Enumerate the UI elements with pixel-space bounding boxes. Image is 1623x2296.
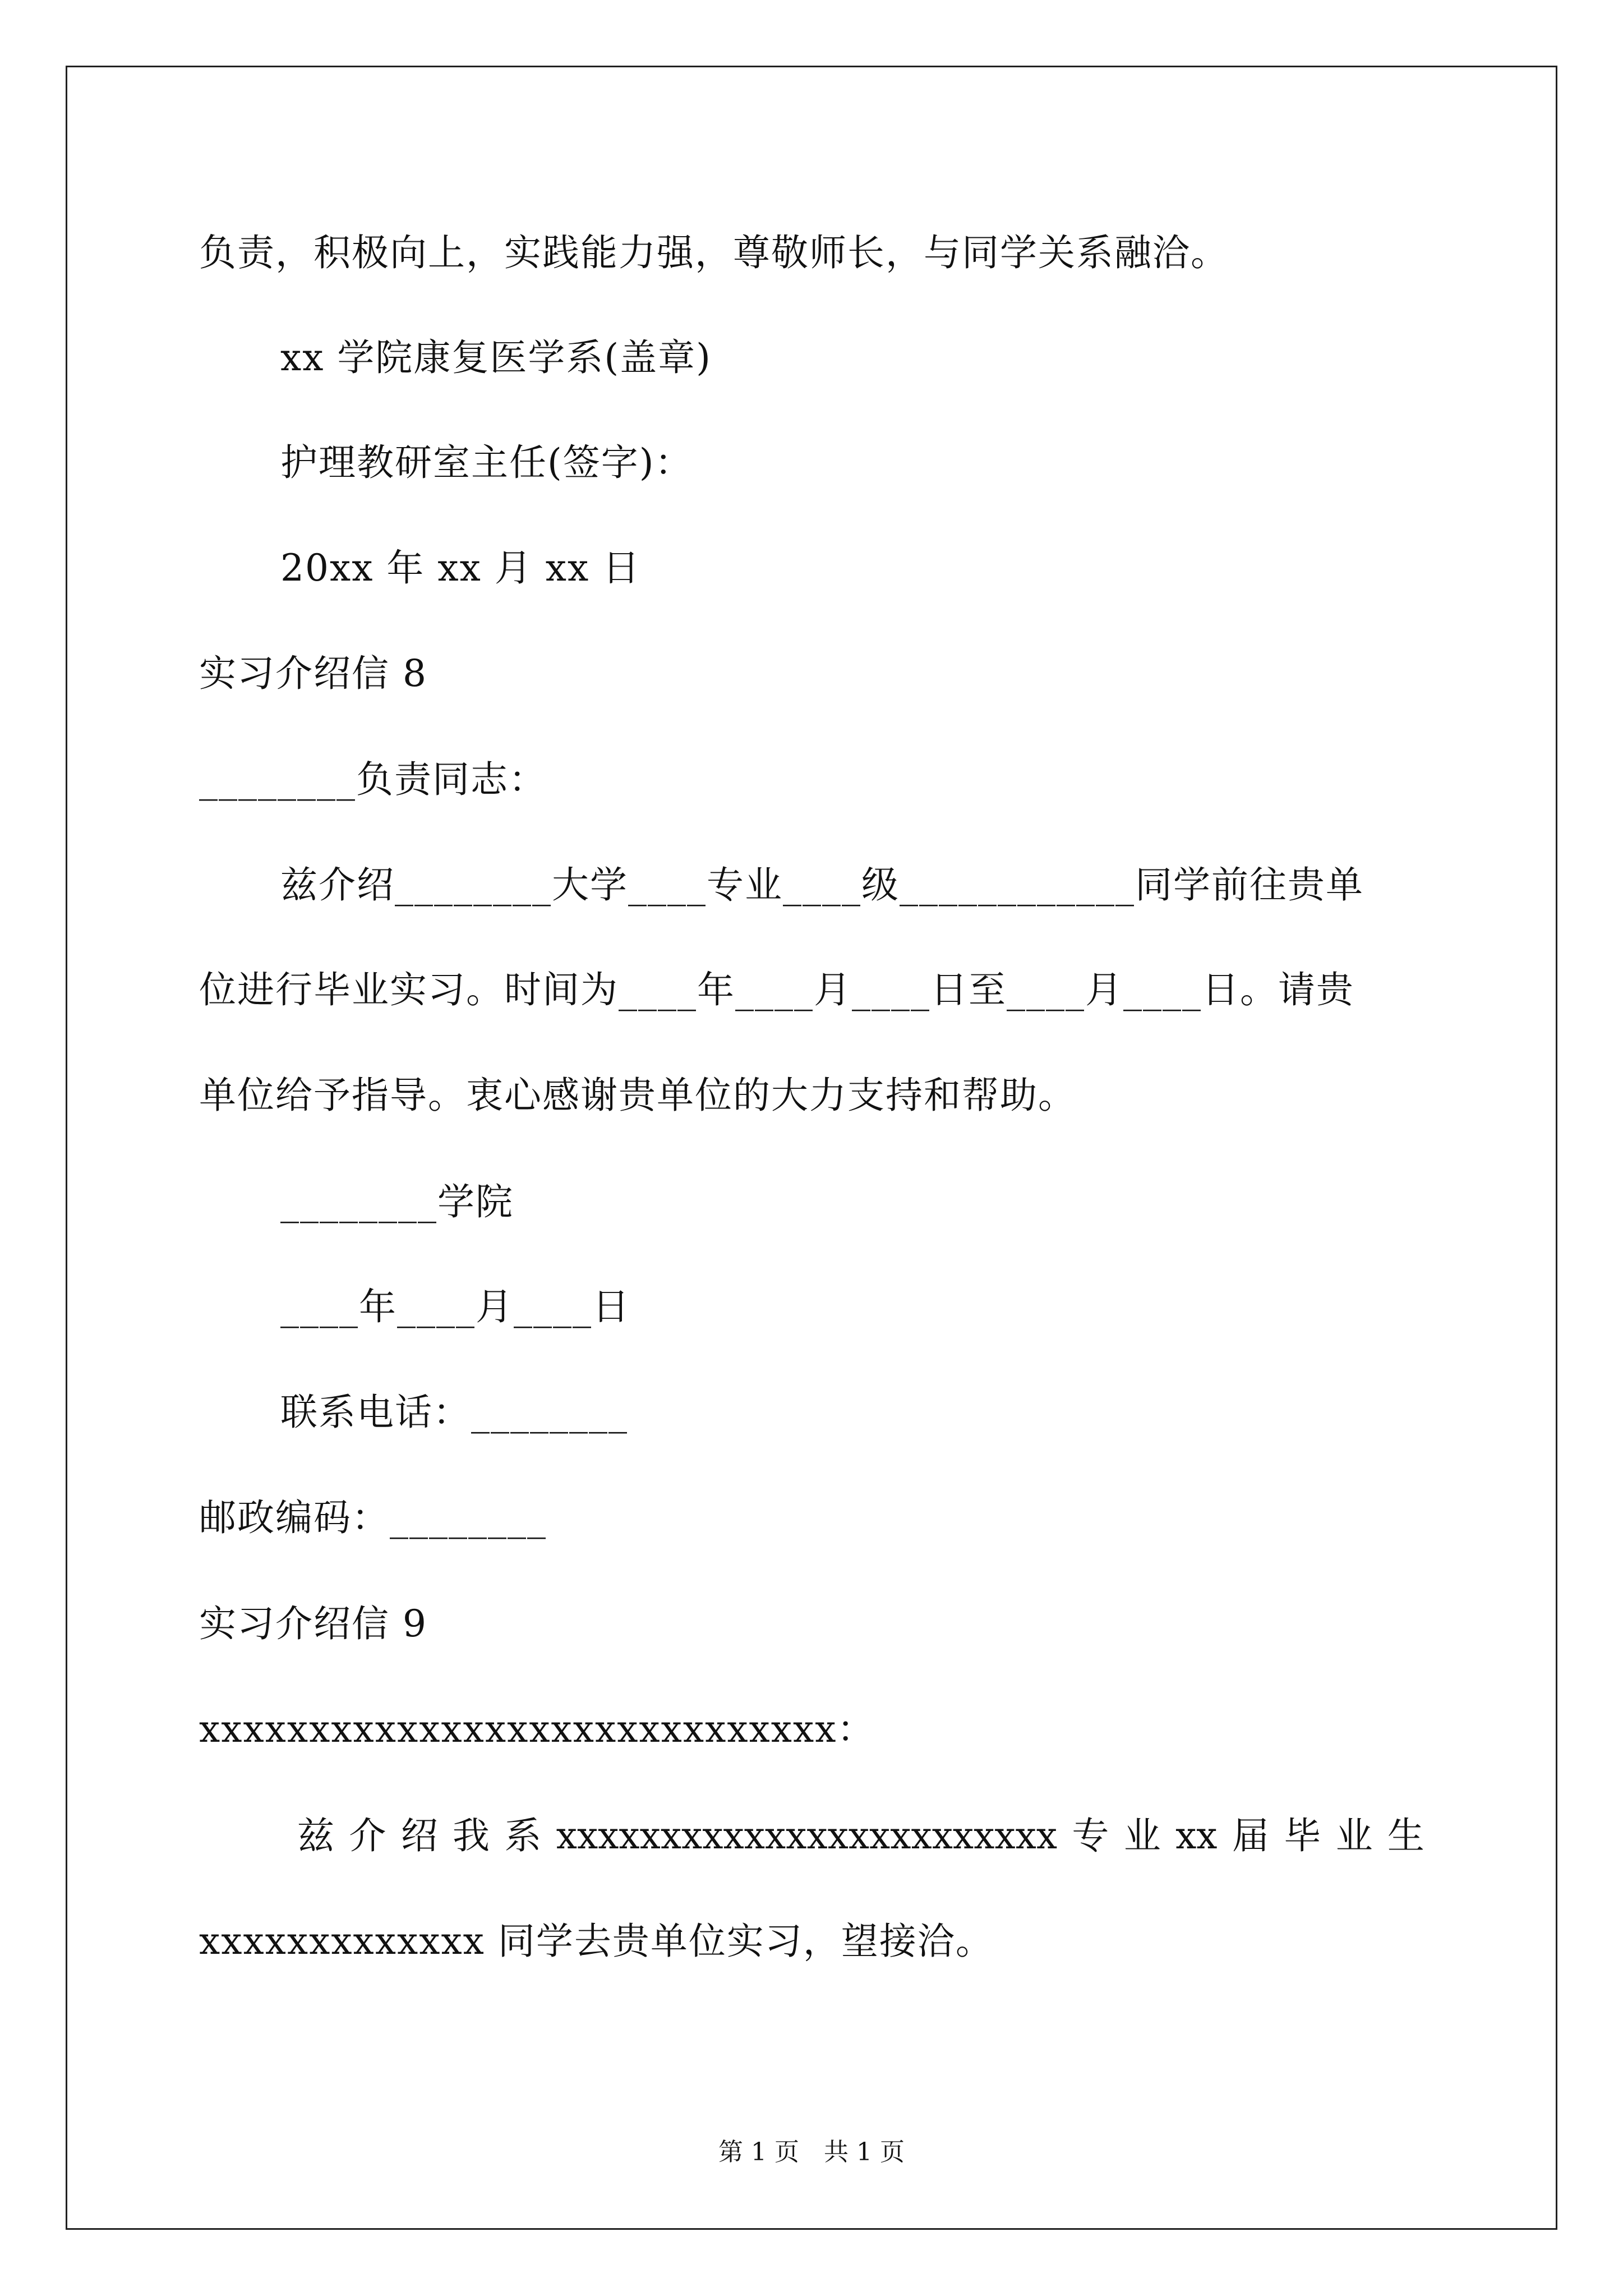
postcode-line: 邮政编码：________ (199, 1496, 547, 1539)
director-signature-line: 护理教研室主任(签字)： (280, 441, 693, 484)
word: xxxxxxxxxxxxxxxxxxxxxxxx (556, 1814, 1058, 1857)
word: 系 (504, 1814, 542, 1857)
word: 兹 (297, 1814, 334, 1857)
page-footer: 第 1 页 共 1 页 (718, 2138, 905, 2166)
word: 毕 (1284, 1814, 1321, 1857)
section-heading: 实习介绍信 9 (199, 1602, 427, 1645)
word: 我 (453, 1814, 490, 1857)
word: xx (1175, 1814, 1218, 1857)
word: 届 (1232, 1814, 1269, 1857)
salutation-line: ________负责同志： (199, 758, 547, 801)
phone-line: 联系电话：________ (280, 1391, 628, 1434)
paragraph-line: 位进行毕业实习。时间为____年____月____日至____月____日。请贵 (199, 968, 1354, 1011)
paragraph-line: 负责，积极向上，实践能力强，尊敬师长，与同学关系融洽。 (199, 231, 1229, 274)
section-heading: 实习介绍信 8 (199, 652, 427, 695)
college-signature-line: ________学院 (280, 1180, 514, 1223)
paragraph-line: 兹介绍________大学____专业____级____________同学前往贵单 (280, 863, 1364, 907)
word: 业 (1123, 1814, 1161, 1857)
word: 业 (1335, 1814, 1373, 1857)
word: 介 (349, 1814, 386, 1857)
word: 生 (1387, 1814, 1424, 1857)
word: 绍 (400, 1814, 438, 1857)
date-line: ____年____月____日 (280, 1285, 630, 1328)
department-seal-line: xx 学院康复医学系(盖章) (280, 336, 712, 379)
date-line: 20xx 年 xx 月 xx 日 (280, 546, 641, 590)
justified-paragraph-line (297, 1814, 1424, 1857)
paragraph-line: 单位给予指导。衷心感谢贵单位的大力支持和帮助。 (199, 1074, 1076, 1117)
page-border (66, 66, 1557, 2230)
word: 专 (1072, 1814, 1109, 1857)
paragraph-line: xxxxxxxxxxxxx 同学去贵单位实习，望接洽。 (199, 1920, 994, 1963)
salutation-line: xxxxxxxxxxxxxxxxxxxxxxxxxxxxx： (199, 1708, 875, 1751)
